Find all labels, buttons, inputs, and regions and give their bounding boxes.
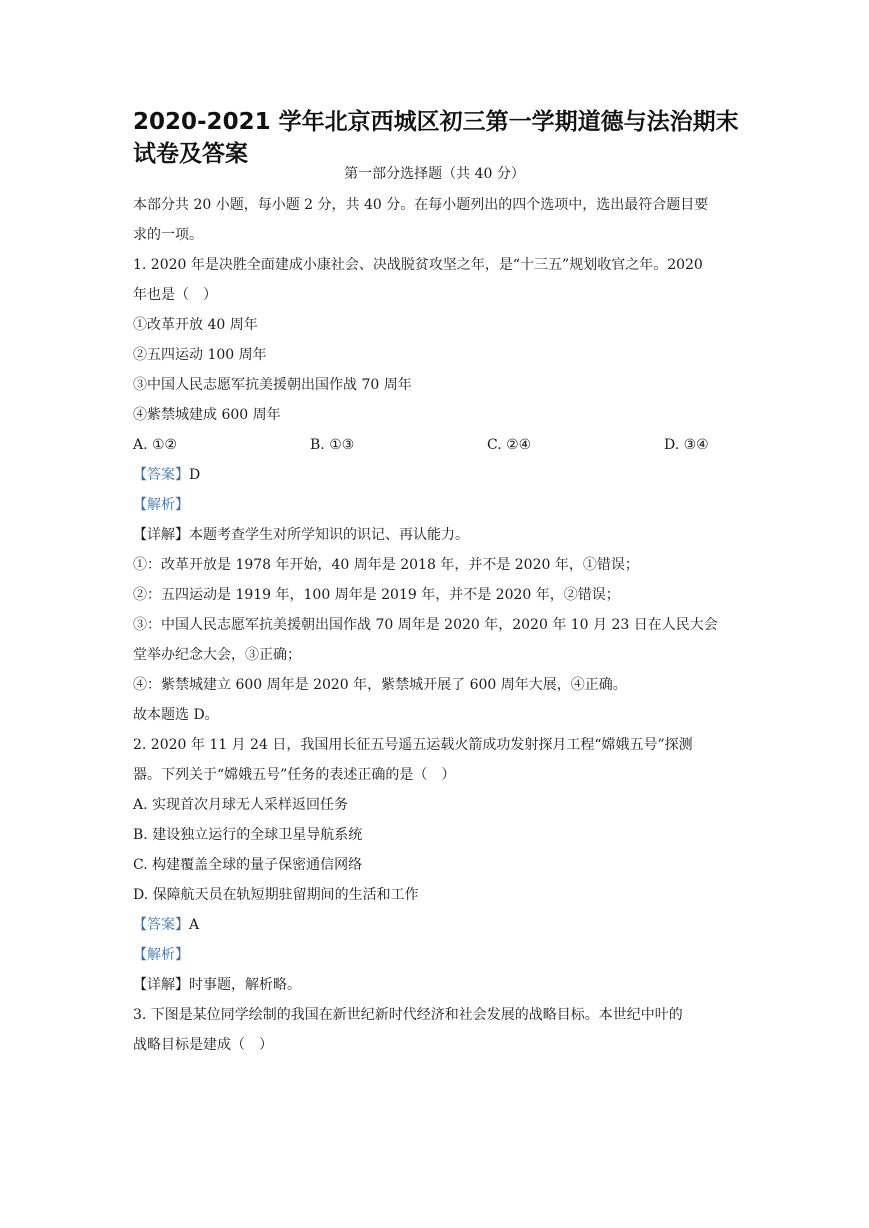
q1-detail-line-6: ④：紫禁城建立 600 周年是 2020 年，紫禁城开展了 600 周年大展，④正确。 — [133, 677, 627, 693]
q2-option-c: C. 构建覆盖全球的量子保密通信网络 — [133, 857, 363, 873]
q1-option-c: C. ②④ — [487, 437, 532, 453]
q1-stem-line-1: 1. 2020 年是决胜全面建成小康社会、决战脱贫攻坚之年，是“十三五”规划收官之年。2020 — [133, 257, 703, 273]
answer-value: D — [189, 467, 201, 483]
q2-analysis-tag: 【解析】 — [133, 947, 189, 963]
q1-stem-line-2: 年也是（ ） — [133, 287, 217, 303]
instructions-line-1: 本部分共 20 小题，每小题 2 分，共 40 分。在每小题列出的四个选项中，选出最符合题目要 — [133, 197, 709, 213]
q3-stem-line-2: 战略目标是建成（ ） — [133, 1037, 273, 1053]
q1-detail-line-4: ③：中国人民志愿军抗美援朝出国作战 70 周年是 2020 年，2020 年 10 月 23 日在人民大会 — [133, 617, 718, 633]
answer-tag: 【答案】 — [133, 467, 189, 483]
q1-analysis-tag: 【解析】 — [133, 497, 189, 513]
q2-stem-line-2: 器。下列关于“嫦娥五号”任务的表述正确的是（ ） — [133, 767, 456, 783]
detail-text: 本题考查学生对所学知识的识记、再认能力。 — [189, 527, 469, 543]
q1-conclusion: 故本题选 D。 — [133, 707, 219, 723]
q1-detail-line-1 — [133, 525, 469, 545]
q1-item-4: ④紫禁城建成 600 周年 — [133, 407, 281, 423]
q1-detail-line-2: ①：改革开放是 1978 年开始，40 周年是 2018 年，并不是 2020 年，①错误； — [133, 557, 639, 573]
q1-option-b: B. ①③ — [310, 437, 355, 453]
q1-item-2: ②五四运动 100 周年 — [133, 347, 267, 363]
q1-detail-line-5: 堂举办纪念大会，③正确； — [133, 647, 301, 663]
q2-answer — [133, 915, 199, 935]
answer-value: A — [189, 917, 200, 933]
q2-option-b: B. 建设独立运行的全球卫星导航系统 — [133, 827, 363, 843]
q1-detail-line-3: ②：五四运动是 1919 年，100 周年是 2019 年，并不是 2020 年，②错误； — [133, 587, 620, 603]
answer-tag: 【答案】 — [133, 917, 189, 933]
q1-option-d: D. ③④ — [664, 437, 709, 453]
detail-tag: 【详解】 — [133, 527, 189, 543]
document-title: 2020-2021 学年北京西城区初三第一学期道德与法治期末试卷及答案 — [133, 109, 739, 167]
q1-option-a: A. ①② — [133, 437, 178, 453]
q1-item-1: ①改革开放 40 周年 — [133, 317, 258, 333]
q2-detail — [133, 975, 301, 995]
detail-text: 时事题，解析略。 — [189, 977, 301, 993]
q2-option-d: D. 保障航天员在轨短期驻留期间的生活和工作 — [133, 887, 419, 903]
instructions-line-2: 求的一项。 — [133, 227, 203, 243]
q2-option-a: A. 实现首次月球无人采样返回任务 — [133, 797, 349, 813]
section-heading: 第一部分选择题（共 40 分） — [344, 166, 525, 182]
q1-item-3: ③中国人民志愿军抗美援朝出国作战 70 周年 — [133, 377, 412, 393]
detail-tag: 【详解】 — [133, 977, 189, 993]
q2-stem-line-1: 2. 2020 年 11 月 24 日，我国用长征五号遥五运载火箭成功发射探月工程“嫦娥五号”探测 — [133, 737, 693, 753]
q3-stem-line-1: 3. 下图是某位同学绘制的我国在新世纪新时代经济和社会发展的战略目标。本世纪中叶的 — [133, 1007, 683, 1023]
q1-answer — [133, 465, 200, 485]
